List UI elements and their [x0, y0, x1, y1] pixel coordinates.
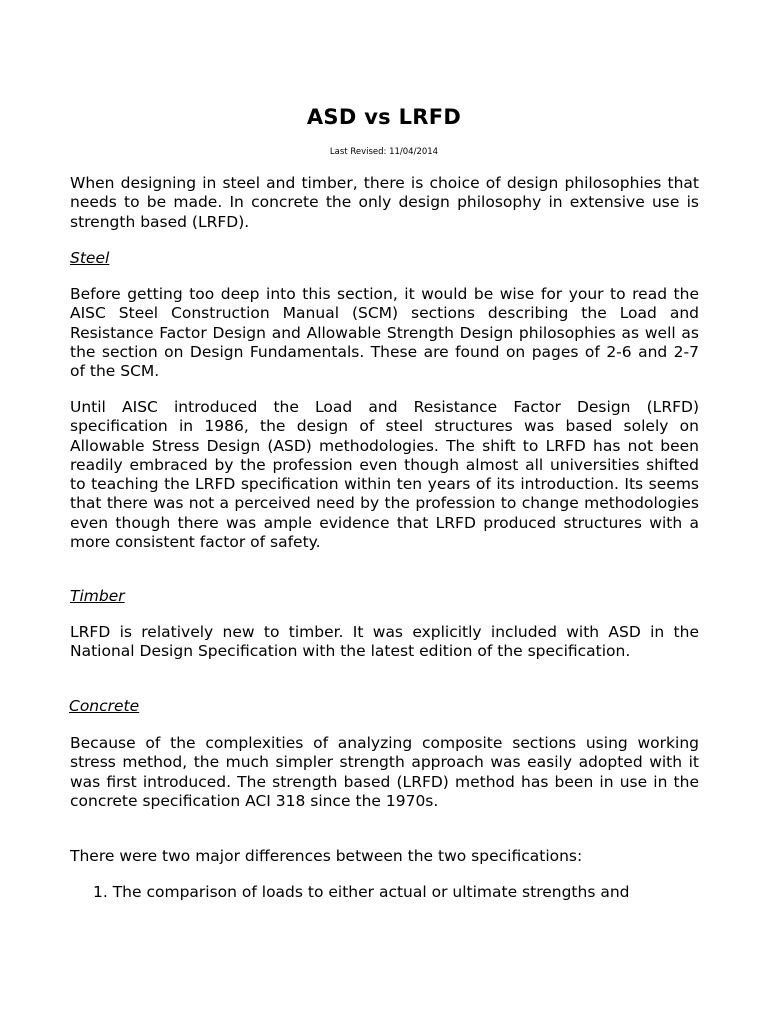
intro-paragraph: When designing in steel and timber, there is choice of design philosophies that needs to be made. In concrete the only design philosophy in extensive use is strength based (LRFD). [70, 174, 699, 231]
document-title: ASD vs LRFD [306, 105, 462, 129]
steel-paragraph-2: Until AISC introduced the Load and Resistance Factor Design (LRFD) specification in 1986, the design of steel structures was based solely on Allowable Stress Design (ASD) methodologies. The shift to LRFD has not been readily embraced by the profession even though almost all universities shifted to teaching the LRFD specification within ten years of its introduction. Its seems that there was not a perceived need by the profession to change methodologies even though there was ample evidence that LRFD produced structures with a more consistent factor of safety. [70, 398, 699, 552]
differences-paragraph: There were two major differences between the two specifications: [70, 847, 583, 865]
concrete-paragraph: Because of the complexities of analyzing composite sections using working stress method, the much simpler strength approach was easily adopted with it was first introduced. The strength based (LRFD) method has been in use in the concrete specification ACI 318 since the 1970s. [70, 734, 699, 810]
last-revised-date: Last Revised: 11/04/2014 [329, 147, 439, 157]
timber-paragraph: LRFD is relatively new to timber. It was explicitly included with ASD in the National Design Specification with the latest edition of the specification. [70, 623, 699, 661]
list-item-1: 1. The comparison of loads to either actual or ultimate strengths and [93, 883, 630, 901]
timber-heading: Timber [70, 587, 125, 605]
concrete-heading: Concrete [69, 697, 140, 715]
steel-heading: Steel [70, 249, 110, 267]
steel-paragraph-1: Before getting too deep into this section, it would be wise for your to read the AISC Steel Construction Manual (SCM) sections describing the Load and Resistance Factor Design and Allowable Strength Design philosophies as well as the section on Design Fundamentals. These are found on pages of 2-6 and 2-7 of the SCM. [70, 285, 699, 381]
